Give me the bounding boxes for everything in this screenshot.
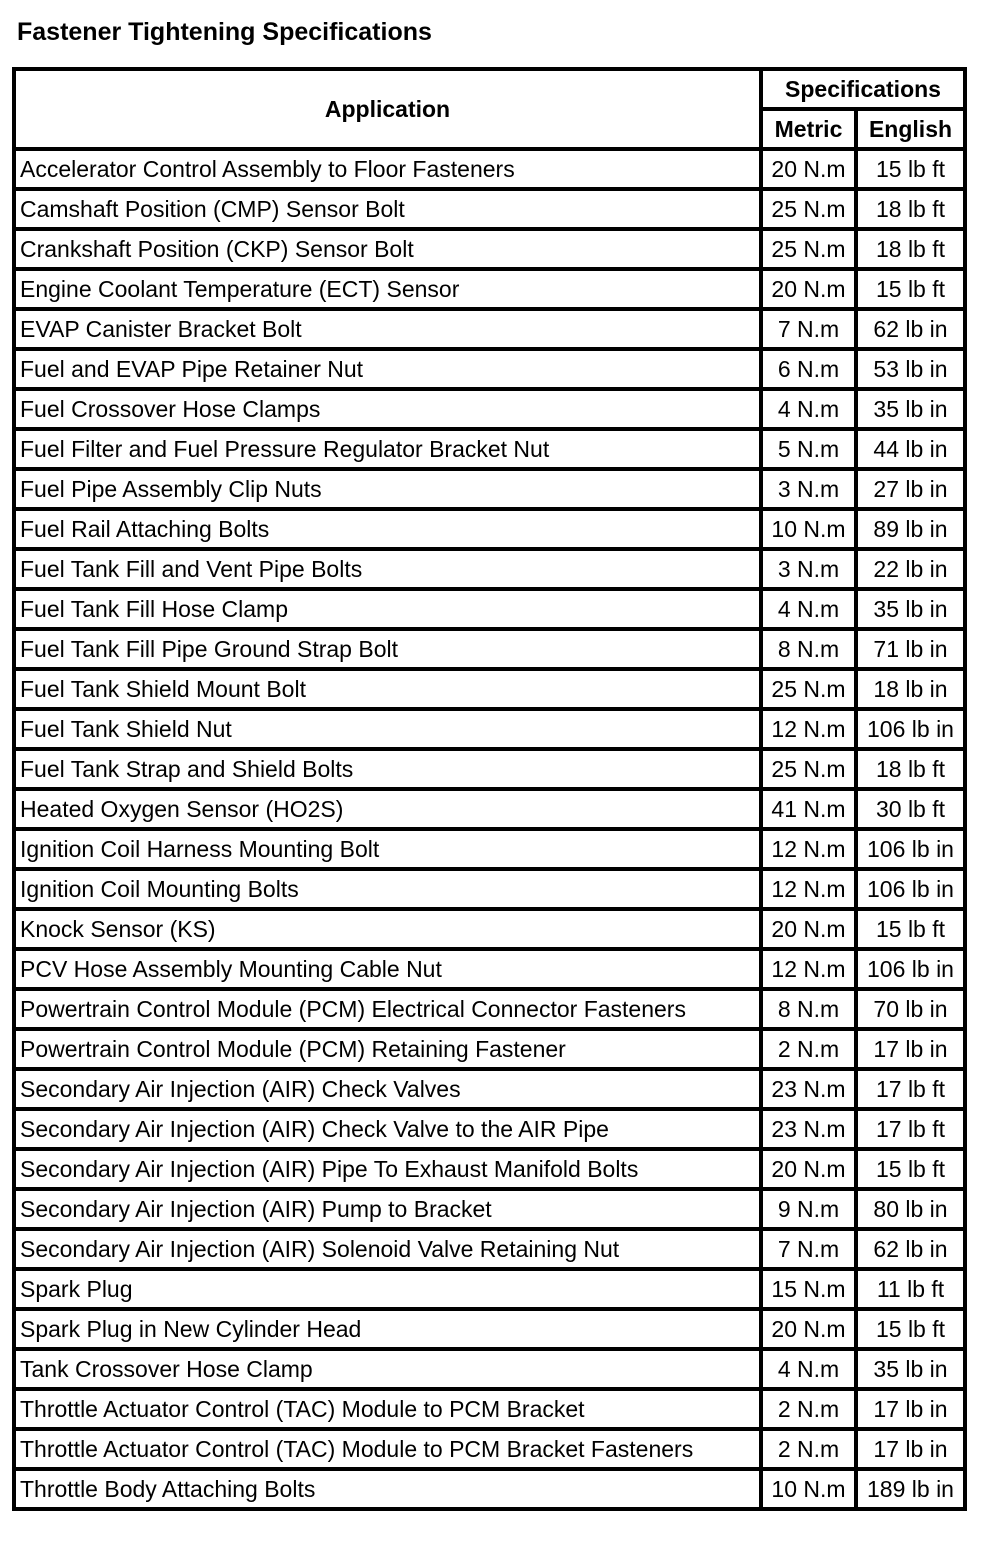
application-cell: Crankshaft Position (CKP) Sensor Bolt: [14, 229, 761, 269]
metric-cell: 20 N.m: [761, 1149, 856, 1189]
table-row: [14, 1069, 965, 1109]
metric-cell: 4 N.m: [761, 1349, 856, 1389]
english-cell: 53 lb in: [856, 349, 965, 389]
english-cell: 17 lb ft: [856, 1109, 965, 1149]
metric-cell: 3 N.m: [761, 469, 856, 509]
table-row: [14, 669, 965, 709]
english-cell: 89 lb in: [856, 509, 965, 549]
english-cell: 62 lb in: [856, 1229, 965, 1269]
metric-cell: 20 N.m: [761, 909, 856, 949]
english-cell: 15 lb ft: [856, 269, 965, 309]
application-cell: Throttle Actuator Control (TAC) Module to PCM Bracket Fasteners: [14, 1429, 761, 1469]
application-cell: Fuel Tank Fill Pipe Ground Strap Bolt: [14, 629, 761, 669]
application-cell: Fuel Pipe Assembly Clip Nuts: [14, 469, 761, 509]
application-cell: Powertrain Control Module (PCM) Electrical Connector Fasteners: [14, 989, 761, 1029]
english-cell: 106 lb in: [856, 709, 965, 749]
specifications-header: Specifications: [761, 69, 965, 109]
application-cell: Secondary Air Injection (AIR) Check Valve to the AIR Pipe: [14, 1109, 761, 1149]
application-cell: Spark Plug in New Cylinder Head: [14, 1309, 761, 1349]
metric-cell: 12 N.m: [761, 829, 856, 869]
table-row: [14, 1149, 965, 1189]
english-cell: 27 lb in: [856, 469, 965, 509]
metric-cell: 20 N.m: [761, 269, 856, 309]
application-cell: Fuel Tank Shield Nut: [14, 709, 761, 749]
english-cell: 35 lb in: [856, 589, 965, 629]
table-row: [14, 749, 965, 789]
table-row: [14, 229, 965, 269]
english-cell: 22 lb in: [856, 549, 965, 589]
metric-cell: 25 N.m: [761, 229, 856, 269]
english-cell: 62 lb in: [856, 309, 965, 349]
table-row: [14, 869, 965, 909]
english-cell: 189 lb in: [856, 1469, 965, 1509]
english-cell: 70 lb in: [856, 989, 965, 1029]
specifications-table: [12, 67, 967, 1511]
table-row: [14, 1389, 965, 1429]
metric-cell: 15 N.m: [761, 1269, 856, 1309]
english-cell: 11 lb ft: [856, 1269, 965, 1309]
metric-cell: 2 N.m: [761, 1429, 856, 1469]
table-row: [14, 949, 965, 989]
table-row: [14, 509, 965, 549]
application-cell: Fuel Tank Fill and Vent Pipe Bolts: [14, 549, 761, 589]
metric-cell: 7 N.m: [761, 309, 856, 349]
table-row: [14, 349, 965, 389]
table-row: [14, 149, 965, 189]
application-header: Application: [14, 69, 761, 149]
table-row: [14, 589, 965, 629]
metric-cell: 12 N.m: [761, 709, 856, 749]
table-row: [14, 469, 965, 509]
english-cell: 30 lb ft: [856, 789, 965, 829]
metric-cell: 12 N.m: [761, 869, 856, 909]
english-cell: 18 lb ft: [856, 189, 965, 229]
table-row: [14, 549, 965, 589]
english-cell: 17 lb ft: [856, 1069, 965, 1109]
english-cell: 15 lb ft: [856, 1149, 965, 1189]
english-cell: 44 lb in: [856, 429, 965, 469]
table-row: [14, 189, 965, 229]
metric-cell: 23 N.m: [761, 1109, 856, 1149]
metric-cell: 2 N.m: [761, 1029, 856, 1069]
table-row: [14, 629, 965, 669]
english-cell: 18 lb ft: [856, 749, 965, 789]
table-header: [14, 69, 965, 149]
application-cell: Fuel and EVAP Pipe Retainer Nut: [14, 349, 761, 389]
table-row: [14, 269, 965, 309]
english-cell: 106 lb in: [856, 869, 965, 909]
metric-cell: 9 N.m: [761, 1189, 856, 1229]
table-row: [14, 1309, 965, 1349]
application-cell: Fuel Tank Strap and Shield Bolts: [14, 749, 761, 789]
application-cell: Throttle Actuator Control (TAC) Module to PCM Bracket: [14, 1389, 761, 1429]
english-cell: 106 lb in: [856, 829, 965, 869]
english-cell: 35 lb in: [856, 389, 965, 429]
table-row: [14, 709, 965, 749]
application-cell: Throttle Body Attaching Bolts: [14, 1469, 761, 1509]
table-row: [14, 789, 965, 829]
table-row: [14, 1029, 965, 1069]
application-cell: Camshaft Position (CMP) Sensor Bolt: [14, 189, 761, 229]
english-cell: 17 lb in: [856, 1389, 965, 1429]
application-cell: Secondary Air Injection (AIR) Pump to Bracket: [14, 1189, 761, 1229]
metric-cell: 6 N.m: [761, 349, 856, 389]
table-row: [14, 1469, 965, 1509]
application-cell: Ignition Coil Mounting Bolts: [14, 869, 761, 909]
table-row: [14, 429, 965, 469]
metric-cell: 3 N.m: [761, 549, 856, 589]
application-cell: Knock Sensor (KS): [14, 909, 761, 949]
table-row: [14, 1269, 965, 1309]
metric-cell: 23 N.m: [761, 1069, 856, 1109]
table-row: [14, 1349, 965, 1389]
english-cell: 71 lb in: [856, 629, 965, 669]
application-cell: Fuel Filter and Fuel Pressure Regulator Bracket Nut: [14, 429, 761, 469]
table-row: [14, 829, 965, 869]
application-cell: EVAP Canister Bracket Bolt: [14, 309, 761, 349]
metric-cell: 20 N.m: [761, 1309, 856, 1349]
application-cell: Fuel Tank Fill Hose Clamp: [14, 589, 761, 629]
application-cell: Ignition Coil Harness Mounting Bolt: [14, 829, 761, 869]
table-row: [14, 989, 965, 1029]
english-cell: 18 lb ft: [856, 229, 965, 269]
english-header: English: [856, 109, 965, 149]
metric-cell: 8 N.m: [761, 989, 856, 1029]
application-cell: Fuel Tank Shield Mount Bolt: [14, 669, 761, 709]
application-cell: Secondary Air Injection (AIR) Solenoid Valve Retaining Nut: [14, 1229, 761, 1269]
application-cell: Heated Oxygen Sensor (HO2S): [14, 789, 761, 829]
metric-cell: 25 N.m: [761, 669, 856, 709]
table-row: [14, 1429, 965, 1469]
application-cell: Spark Plug: [14, 1269, 761, 1309]
metric-cell: 8 N.m: [761, 629, 856, 669]
metric-cell: 10 N.m: [761, 1469, 856, 1509]
english-cell: 18 lb in: [856, 669, 965, 709]
table-body: [14, 149, 965, 1509]
application-cell: Fuel Rail Attaching Bolts: [14, 509, 761, 549]
metric-cell: 4 N.m: [761, 589, 856, 629]
english-cell: 15 lb ft: [856, 1309, 965, 1349]
english-cell: 80 lb in: [856, 1189, 965, 1229]
metric-cell: 41 N.m: [761, 789, 856, 829]
table-row: [14, 1109, 965, 1149]
metric-cell: 20 N.m: [761, 149, 856, 189]
table-row: [14, 909, 965, 949]
table-row: [14, 309, 965, 349]
application-cell: Tank Crossover Hose Clamp: [14, 1349, 761, 1389]
metric-cell: 2 N.m: [761, 1389, 856, 1429]
metric-cell: 12 N.m: [761, 949, 856, 989]
application-cell: Secondary Air Injection (AIR) Pipe To Exhaust Manifold Bolts: [14, 1149, 761, 1189]
application-cell: Secondary Air Injection (AIR) Check Valves: [14, 1069, 761, 1109]
metric-cell: 5 N.m: [761, 429, 856, 469]
application-cell: PCV Hose Assembly Mounting Cable Nut: [14, 949, 761, 989]
english-cell: 106 lb in: [856, 949, 965, 989]
application-cell: Fuel Crossover Hose Clamps: [14, 389, 761, 429]
english-cell: 15 lb ft: [856, 149, 965, 189]
table-row: [14, 1229, 965, 1269]
table-row: [14, 389, 965, 429]
metric-header: Metric: [761, 109, 856, 149]
metric-cell: 7 N.m: [761, 1229, 856, 1269]
english-cell: 17 lb in: [856, 1029, 965, 1069]
metric-cell: 4 N.m: [761, 389, 856, 429]
metric-cell: 10 N.m: [761, 509, 856, 549]
application-cell: Powertrain Control Module (PCM) Retaining Fastener: [14, 1029, 761, 1069]
table-row: [14, 1189, 965, 1229]
metric-cell: 25 N.m: [761, 189, 856, 229]
application-cell: Accelerator Control Assembly to Floor Fasteners: [14, 149, 761, 189]
application-cell: Engine Coolant Temperature (ECT) Sensor: [14, 269, 761, 309]
metric-cell: 25 N.m: [761, 749, 856, 789]
english-cell: 35 lb in: [856, 1349, 965, 1389]
page-title: Fastener Tightening Specifications: [17, 18, 432, 46]
english-cell: 15 lb ft: [856, 909, 965, 949]
english-cell: 17 lb in: [856, 1429, 965, 1469]
